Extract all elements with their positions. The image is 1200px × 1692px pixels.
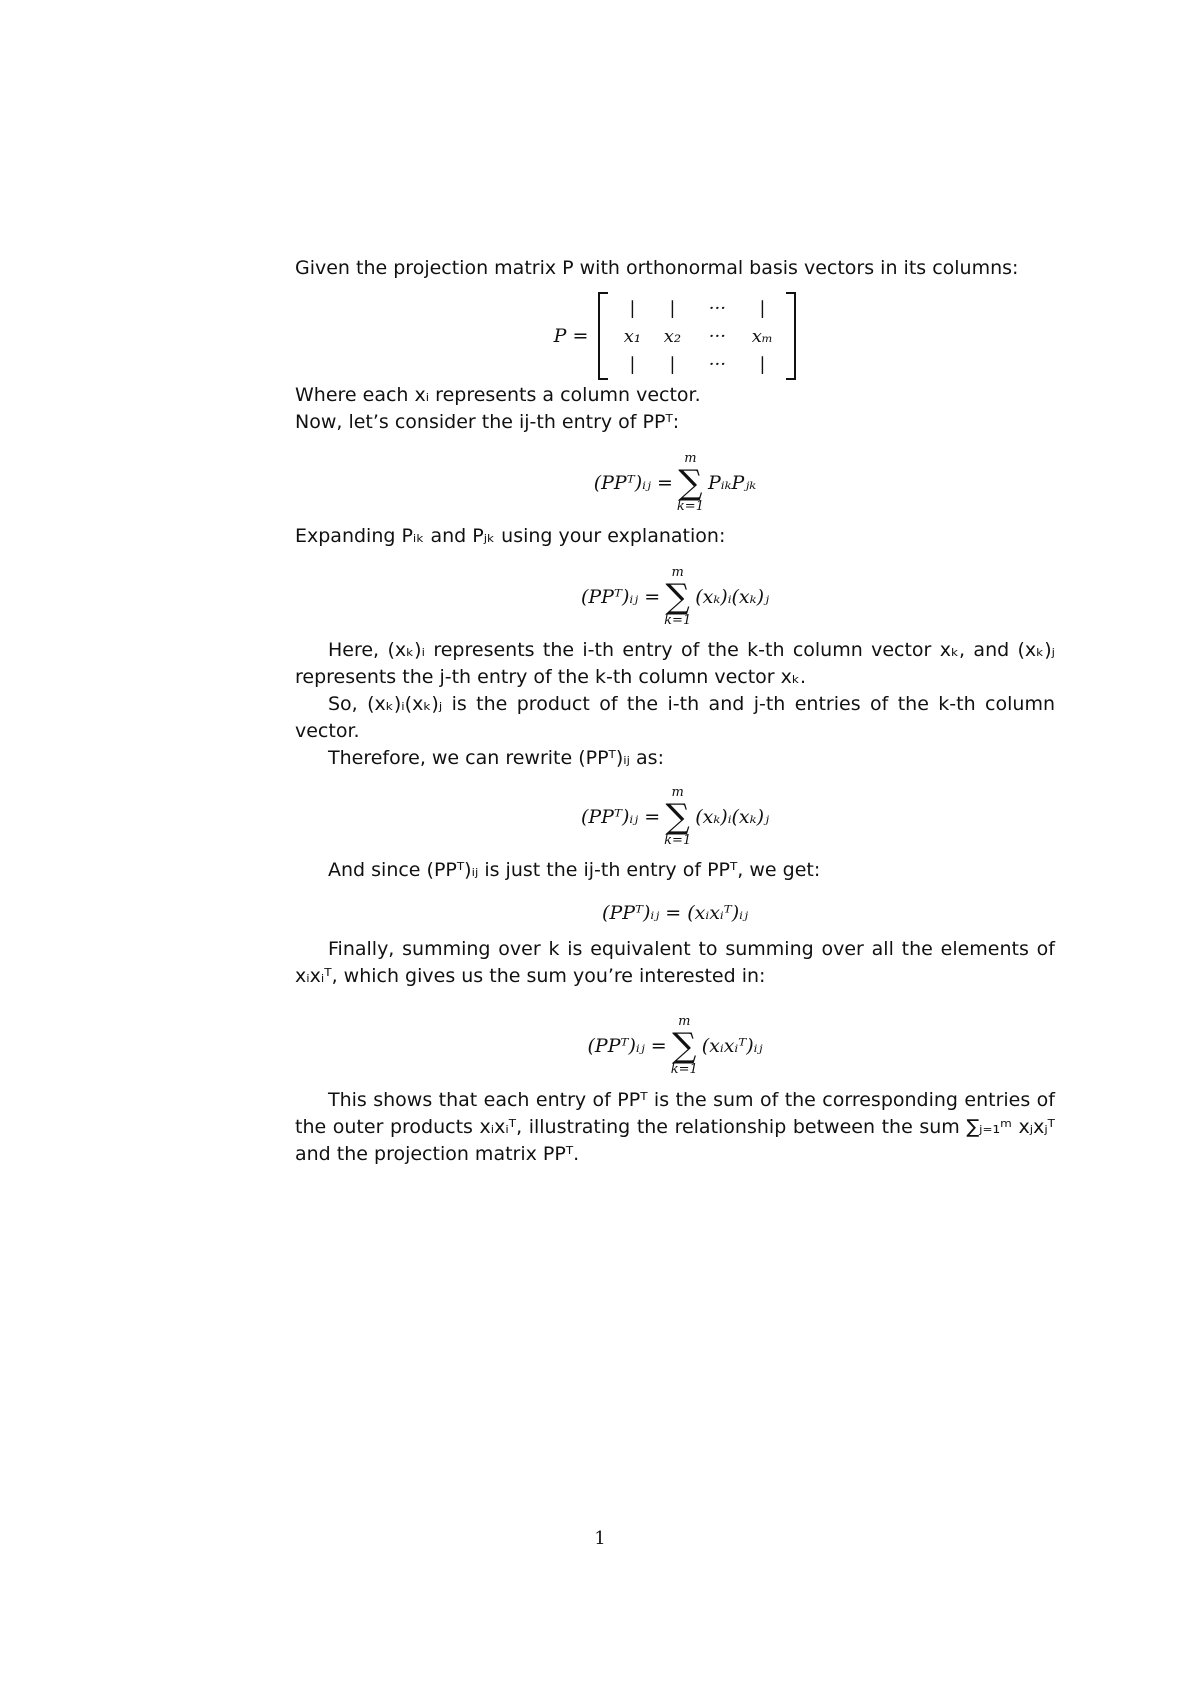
equation-rhs: (xₖ)ᵢ(xₖ)ⱼ [695,586,770,608]
matrix-cell: x₁ [623,325,642,347]
summation-symbol: m ∑ k=1 [664,785,692,848]
paragraph-expanding: Expanding Pᵢₖ and Pⱼₖ using your explanation: [295,525,726,547]
equation-1 [295,452,1055,514]
sum-upper-limit: m [684,451,697,466]
paragraph-so: So, (xₖ)ᵢ(xₖ)ⱼ is the product of the i-th and j-th entries of the k-th column vector. [295,693,1055,742]
matrix-cell: | [629,353,636,375]
sum-upper-limit: m [678,1014,691,1029]
sum-lower-limit: k=1 [664,833,692,848]
right-bracket [786,292,796,380]
matrix-lhs: P = [553,325,589,347]
summation-symbol: m ∑ k=1 [664,565,692,628]
page-number: 1 [594,1528,606,1549]
equation-lhs: (PPᵀ)ᵢⱼ = [593,472,673,494]
sum-upper-limit: m [671,785,684,800]
equation-3 [295,786,1055,848]
equation-rhs: (xᵢxᵢᵀ)ᵢⱼ [701,1035,763,1057]
summation-symbol: m ∑ k=1 [676,451,704,514]
sum-lower-limit: k=1 [670,1062,698,1077]
paragraph-finally: Finally, summing over k is equivalent to summing over all the elements of xᵢxᵢᵀ, which gives us the sum you’re interested in: [295,938,1055,987]
equation-lhs: (PPᵀ)ᵢⱼ = [587,1035,667,1057]
equation-rhs: PᵢₖPⱼₖ [707,472,757,494]
equation-4 [295,902,1055,924]
equation-lhs: (PPᵀ)ᵢⱼ = [580,586,661,608]
matrix-cell: | [629,297,636,319]
equation-5 [295,1015,1055,1077]
paragraph-column-vector: Where each xᵢ represents a column vector. [295,384,701,406]
paragraph-and-since: And since (PPᵀ)ᵢⱼ is just the ij-th entry of PPᵀ, we get: [328,859,821,881]
matrix-cell: x₂ [663,325,682,347]
matrix-cell: | [669,297,676,319]
sum-lower-limit: k=1 [676,499,704,514]
matrix-cell: | [759,297,766,319]
matrix-cell: | [759,353,766,375]
matrix-cell: ··· [708,297,726,319]
sum-lower-limit: k=1 [664,613,692,628]
equation-text: (PPᵀ)ᵢⱼ = (xᵢxᵢᵀ)ᵢⱼ [602,902,748,924]
matrix-grid [608,292,786,380]
matrix-cell: ··· [708,325,726,347]
paragraph-intro: Given the projection matrix P with orthonormal basis vectors in its columns: [295,257,1019,279]
matrix-cell: ··· [708,353,726,375]
matrix-p [598,292,796,380]
paragraph-therefore: Therefore, we can rewrite (PPᵀ)ᵢⱼ as: [328,747,664,769]
sum-upper-limit: m [671,565,684,580]
matrix-equation [295,292,1055,380]
matrix-cell: xₘ [751,325,773,347]
summation-symbol: m ∑ k=1 [670,1014,698,1077]
paragraph-conclusion: This shows that each entry of PPᵀ is the sum of the corresponding entries of the outer products xᵢxᵢᵀ, illustrating the relationship between the sum ∑ⱼ₌₁ᵐ xⱼxⱼᵀ and the projection matrix PPᵀ. [295,1089,1055,1165]
equation-2 [295,566,1055,628]
left-bracket [598,292,608,380]
matrix-cell: | [669,353,676,375]
paragraph-consider-entry: Now, let’s consider the ij-th entry of PPᵀ: [295,411,680,433]
equation-lhs: (PPᵀ)ᵢⱼ = [580,806,661,828]
equation-rhs: (xₖ)ᵢ(xₖ)ⱼ [695,806,770,828]
paragraph-here: Here, (xₖ)ᵢ represents the i-th entry of the k-th column vector xₖ, and (xₖ)ⱼ represents the j-th entry of the k-th column vector xₖ. [295,639,1055,688]
